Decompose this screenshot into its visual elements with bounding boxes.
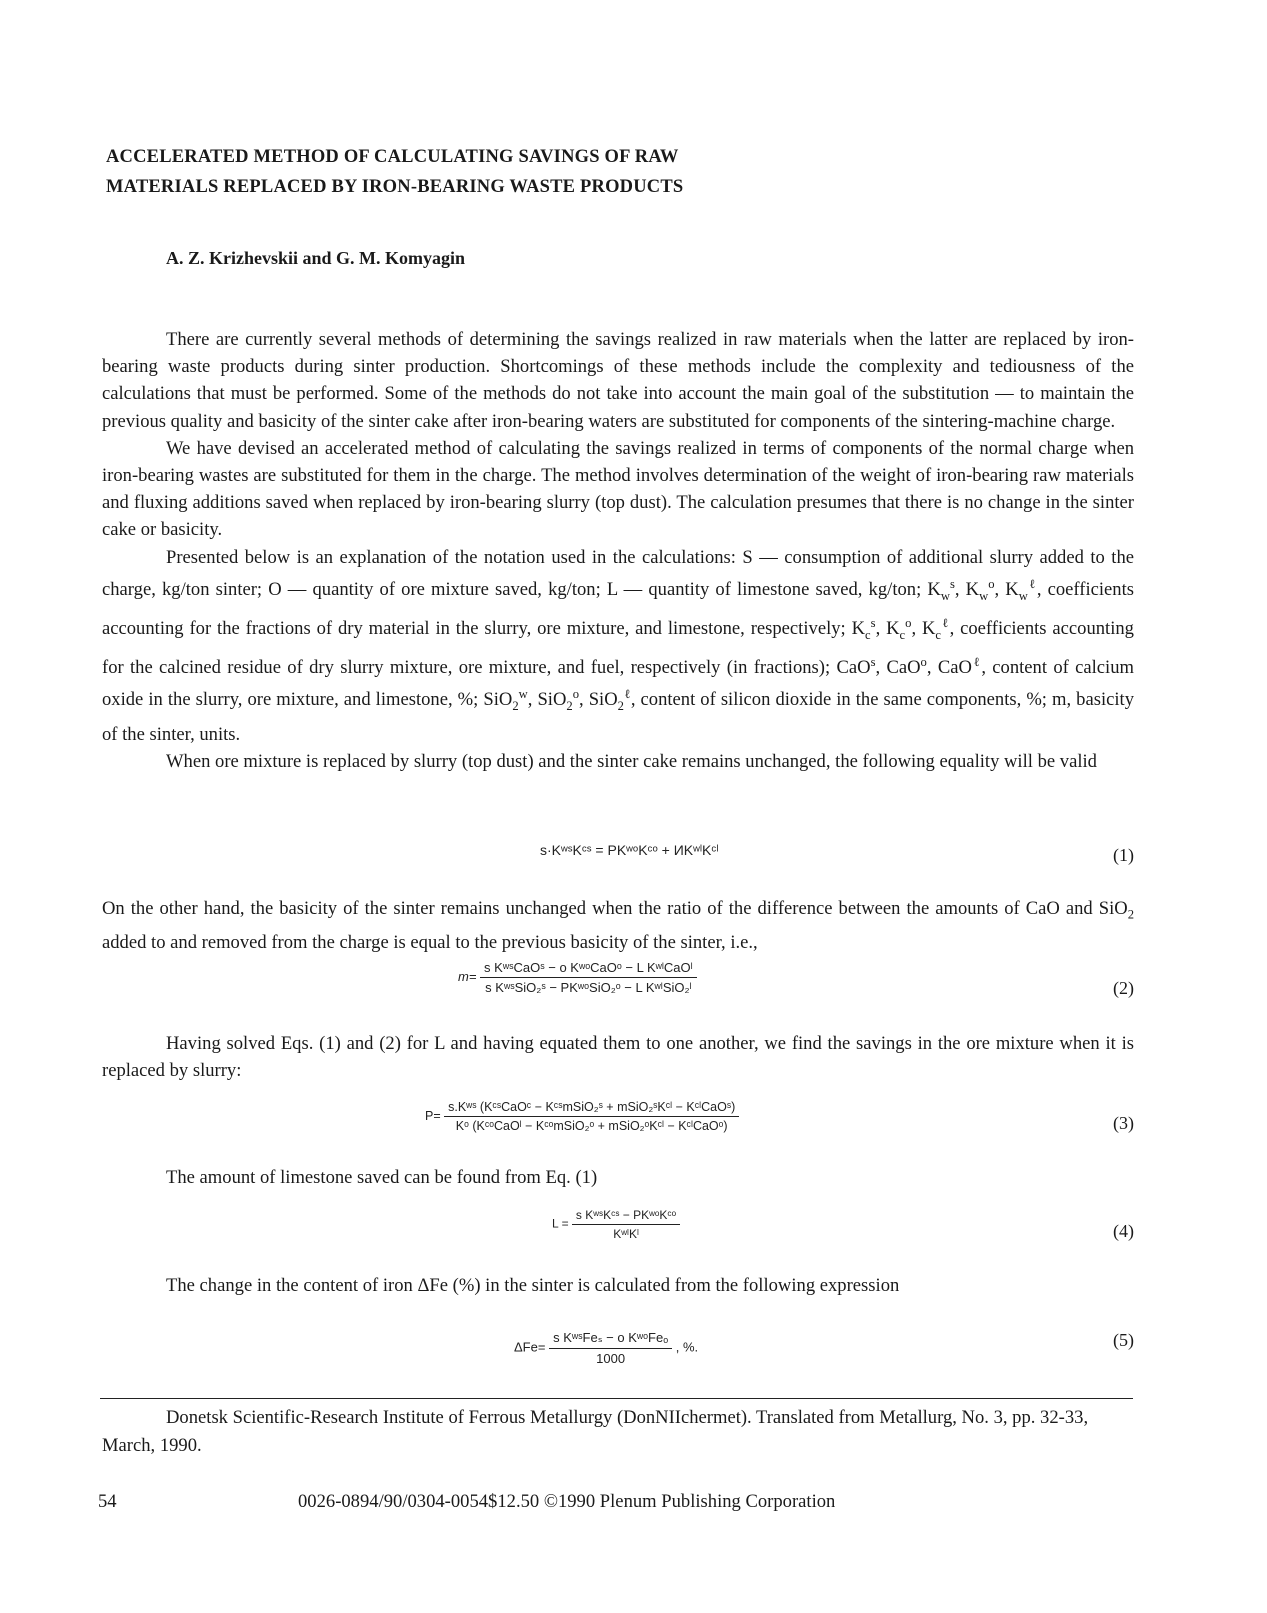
equation-number-1: (1) (1113, 845, 1134, 865)
equation-3-fraction (444, 1100, 739, 1133)
body-text-basicity (102, 895, 1134, 956)
equation-5 (514, 1330, 698, 1366)
equation-3-numerator: s.Kʷˢ (KᶜˢCaOᶜ − KᶜˢmSiO₂ˢ + mSiO₂ˢKᶜˡ − KᶜˡCaOˢ) (444, 1100, 739, 1117)
title-line-1: ACCELERATED METHOD OF CALCULATING SAVINGS OF RAW (106, 147, 679, 167)
equation-2-numerator: s KʷˢCaOˢ − o KʷᵒCaOᵒ − L KʷˡCaOˡ (480, 960, 697, 978)
equation-2-lhs: m= (458, 968, 477, 984)
equation-4-lhs: L = (552, 1216, 569, 1231)
equation-2-denominator: s KʷˢSiO₂ˢ − PKʷᵒSiO₂ᵒ − L KʷˡSiO₂ˡ (485, 980, 692, 995)
authors: A. Z. Krizhevskii and G. M. Komyagin (166, 248, 466, 268)
paragraph-4: When ore mixture is replaced by slurry (top dust) and the sinter cake remains unchanged, the following equality will be valid (166, 750, 1097, 772)
footnote-text: Donetsk Scientific-Research Institute of Ferrous Metallurgy (DonNIIchermet). Translated from Metallurg, No. 3, pp. 32-33, March, 1990. (102, 1407, 1089, 1456)
notation-part-d: content of calcium oxide in the slurry, ore mixture, and limestone, %; (102, 657, 1134, 711)
equation-4 (552, 1208, 680, 1241)
notation-part-c: coefficients accounting for the calcined residue of dry slurry mixture, ore mixture, and fuel, respectively (in fractions); (102, 618, 1134, 679)
notation-part-a: Presented below is an explanation of the notation used in the calculations: S — consumption of additional slurry added to the charge, kg/ton sinter; O — quantity of ore mixture saved, kg/ton; L — quantity of limestone saved, kg/ton; (102, 546, 1134, 601)
equation-number-5: (5) (1113, 1330, 1134, 1350)
title-line-2: MATERIALS REPLACED BY IRON-BEARING WASTE PRODUCTS (106, 177, 684, 197)
notation-part-e: content of silicon dioxide in the same components, %; m, basicity of the sinter, units. (102, 689, 1135, 745)
copyright-line: 0026-0894/90/0304-0054$12.50 ©1990 Plenum Publishing Corporation (298, 1491, 836, 1512)
paragraph-1: There are currently several methods of determining the savings realized in raw materials when the latter are replaced by iron-bearing waste products during sinter production. Shortcomings of these methods include the complexity and tediousness of the calculations that must be performed. Some of the methods do not take into account the main goal of the substitution — to maintain the previous quality and basicity of the sinter cake after iron-bearing waters are substituted for components of the sintering-machine charge. (102, 329, 1134, 432)
equation-5-fraction (549, 1330, 672, 1366)
paragraph-5: On the other hand, the basicity of the sinter remains unchanged when the ratio of the difference between the amounts of CaO and SiO$_2$ added to and removed from the charge is equal to the previous basicity of the sinter, i.e., (102, 898, 1134, 953)
body-text-solve (102, 1030, 1134, 1084)
equation-number-2: (2) (1113, 978, 1134, 998)
body-text-limestone (102, 1164, 1134, 1191)
paragraph-2: We have devised an accelerated method of calculating the savings realized in terms of components of the normal charge when iron-bearing wastes are substituted for them in the charge. The method involves determination of the weight of iron-bearing raw materials and fluxing additions saved when replaced by iron-bearing slurry (top dust). The calculation presumes that there is no change in the sinter cake or basicity. (102, 437, 1134, 541)
page-number: 54 (98, 1491, 117, 1512)
notation-part-b: coefficients accounting for the fractions of dry material in the slurry, ore mixture, and limestone, respectively; (102, 579, 1134, 640)
equation-1: s·KʷˢKᶜˢ = PKʷᵒKᶜᵒ + ИKʷˡKᶜˡ (540, 842, 719, 858)
equation-number-4: (4) (1113, 1221, 1134, 1241)
equation-3 (425, 1100, 739, 1133)
basicity-text-b: added to and removed from the charge is equal to the previous basicity of the sinter, i.e., (102, 931, 758, 953)
equation-3-denominator: Kᵒ (KᶜᵒCaOˡ − KᶜᵒmSiO₂ᵒ + mSiO₂ᵒKᶜˡ − KᶜˡCaOᵒ) (455, 1119, 728, 1133)
equation-4-numerator: s KʷˢKᶜˢ − PKʷᵒKᶜᵒ (572, 1208, 680, 1225)
basicity-text-a: On the other hand, the basicity of the sinter remains unchanged when the ratio of the difference between the amounts of CaO and SiO (102, 898, 1128, 919)
paragraph-7: The amount of limestone saved can be found from Eq. (1) (166, 1167, 598, 1188)
equation-5-unit: , %. (675, 1339, 699, 1355)
body-text-iron (102, 1272, 1134, 1299)
equation-2 (458, 960, 697, 995)
equation-number-3: (3) (1113, 1113, 1134, 1133)
footnote (102, 1404, 1134, 1460)
body-text-top (102, 326, 1134, 775)
paragraph-6: Having solved Eqs. (1) and (2) for L and having equated them to one another, we find the savings in the ore mixture when it is replaced by slurry: (102, 1033, 1134, 1082)
equation-5-numerator: s KʷˢFeₛ − o KʷᵒFeₒ (549, 1330, 672, 1349)
article-title (106, 142, 683, 202)
equation-3-lhs: P= (425, 1108, 441, 1123)
footnote-divider (100, 1398, 1133, 1399)
equation-4-fraction (572, 1208, 680, 1241)
equation-5-lhs: ΔFe= (514, 1339, 546, 1355)
paragraph-3: Presented below is an explanation of the notation used in the calculations: S — consumption of additional slurry added to the charge, kg/ton sinter; O — quantity of ore mixture saved, kg/ton; L — quantity of limestone saved, kg/ton; $K_w^s$, $K_w^o$, $K_w^\ell$, coefficients accounting for the fractions of dry material in the slurry, ore mixture, and limestone, respectively; $K_c^s$, $K_c^o$, $K_c^\ell$, coefficients accounting for the calcined residue of dry slurry mixture, ore mixture, and fuel, respectively (in fractions); CaO$^s$, CaO$^o$, CaO$^\ell$, content of calcium oxide in the slurry, ore mixture, and limestone, %; SiO$_2^w$, SiO$_2^o$, SiO$_2^\ell$, content of silicon dioxide in the same components, %; m, basicity of the sinter, units. (102, 546, 1135, 745)
equation-5-denominator: 1000 (596, 1351, 626, 1366)
paragraph-8: The change in the content of iron ΔFe (%) in the sinter is calculated from the following expression (166, 1275, 900, 1296)
equation-2-fraction (480, 960, 697, 995)
equation-4-denominator: KʷˡKˡ (613, 1227, 639, 1241)
